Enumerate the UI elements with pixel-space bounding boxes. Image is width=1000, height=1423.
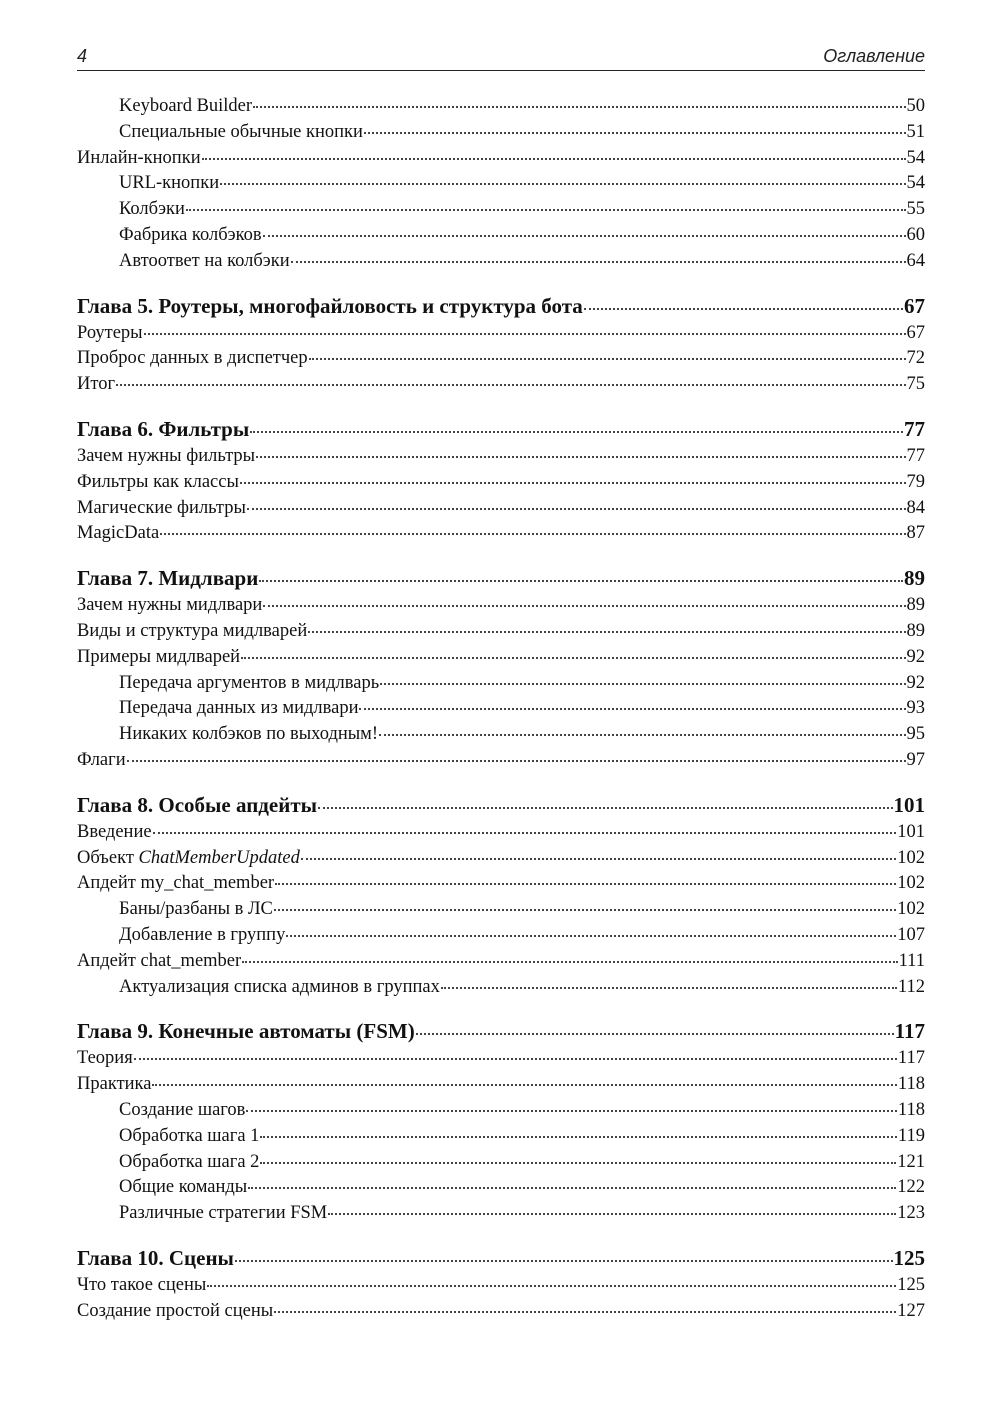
dot-leader — [260, 1136, 897, 1138]
toc-entry-title — [119, 1201, 327, 1227]
toc-entry-title-text: Итог — [77, 374, 116, 395]
dot-leader — [359, 708, 905, 710]
dot-leader — [144, 333, 906, 335]
toc-entry-title — [119, 94, 252, 120]
toc-page-number: 118 — [897, 1099, 925, 1120]
toc-entry-title — [77, 791, 317, 820]
toc-entry-title-text: Практика — [77, 1074, 152, 1095]
toc-entry-title-text: Фабрика колбэков — [119, 224, 262, 245]
toc-entry — [77, 593, 925, 619]
toc-entry-title — [119, 923, 285, 949]
toc-chapter-entry — [77, 564, 925, 593]
toc-entry — [77, 444, 925, 470]
toc-entry — [77, 321, 925, 347]
toc-page-number: 93 — [906, 698, 925, 719]
toc-page-number: 97 — [906, 749, 925, 770]
toc-entry-title — [77, 496, 246, 522]
toc-page-number: 118 — [897, 1074, 925, 1095]
toc-entry — [77, 722, 925, 748]
toc-entry-title-text: Фильтры как классы — [77, 471, 239, 492]
toc-entry-title-text: Баны/разбаны в ЛС — [119, 899, 273, 920]
dot-leader — [235, 1260, 893, 1262]
toc-entry-title-text: Создание шагов — [119, 1099, 246, 1120]
toc-page-number: 89 — [906, 620, 925, 641]
toc-entry-title — [77, 444, 255, 470]
toc-entry-title — [77, 470, 239, 496]
toc-entry-title-text: Добавление в группу — [119, 924, 286, 945]
toc-entry-title — [77, 146, 201, 172]
running-title: Оглавление — [823, 46, 925, 66]
toc-entry-title — [77, 321, 143, 347]
toc-page-number: 102 — [897, 847, 925, 868]
dot-leader — [259, 580, 903, 582]
toc-entry — [77, 671, 925, 697]
toc-entry — [77, 1150, 925, 1176]
dot-leader — [441, 987, 897, 989]
toc-entry — [77, 949, 925, 975]
toc-page-number: 122 — [897, 1177, 925, 1198]
toc-page-number: 87 — [906, 523, 925, 544]
toc-page-number: 75 — [906, 374, 925, 395]
dot-leader — [246, 1110, 897, 1112]
dot-leader — [309, 358, 906, 360]
toc-page-number: 117 — [894, 1019, 925, 1044]
dot-leader — [116, 384, 905, 386]
dot-leader — [328, 1213, 896, 1215]
toc-entry-title-text: Колбэки — [119, 199, 185, 220]
toc-page-number: 92 — [906, 646, 925, 667]
toc-entry-title-text: Теория — [77, 1048, 133, 1069]
toc-entry — [77, 1072, 925, 1098]
dot-leader — [186, 209, 906, 211]
toc-entry — [77, 871, 925, 897]
toc-entry-title — [119, 249, 290, 275]
dot-leader — [301, 858, 896, 860]
page-number: 4 — [77, 46, 88, 66]
toc-page-number: 107 — [897, 924, 925, 945]
toc-entry-title — [119, 120, 363, 146]
toc-entry-title-text: Объект — [77, 847, 139, 868]
toc-entry — [77, 470, 925, 496]
toc-entry-title-text: Глава 7. Мидлвари — [77, 566, 259, 591]
toc-page-number: 125 — [897, 1274, 925, 1295]
toc-entry-title — [77, 1244, 234, 1273]
dot-leader — [318, 807, 892, 809]
toc-entry — [77, 1098, 925, 1124]
toc-entry — [77, 1299, 925, 1325]
toc-entry — [77, 1175, 925, 1201]
page-header — [77, 46, 925, 71]
dot-leader — [247, 508, 906, 510]
toc-page-number: 67 — [904, 293, 925, 318]
toc-entry-title — [119, 1098, 245, 1124]
toc-entry-title — [77, 1046, 133, 1072]
toc-page-number: 102 — [897, 873, 925, 894]
dot-leader — [263, 235, 906, 237]
dot-leader — [380, 683, 905, 685]
toc-entry-title — [77, 871, 274, 897]
toc-page-number: 125 — [893, 1245, 925, 1270]
toc-entry — [77, 1046, 925, 1072]
toc-entry — [77, 94, 925, 120]
dot-leader — [207, 1285, 896, 1287]
dot-leader — [240, 482, 906, 484]
toc-page-number: 55 — [906, 199, 925, 220]
toc-page-number: 60 — [906, 224, 925, 245]
dot-leader — [584, 308, 903, 310]
toc-page-number: 111 — [898, 950, 925, 971]
toc-entry-title-text: Инлайн-кнопки — [77, 147, 201, 168]
toc-page-number: 64 — [906, 250, 925, 271]
toc-entry-title-text: Передача данных из мидлвари — [119, 698, 359, 719]
toc-entry-title-text: Глава 6. Фильтры — [77, 416, 250, 441]
toc-entry-title — [119, 671, 379, 697]
dot-leader — [153, 832, 897, 834]
toc-entry-title — [119, 897, 273, 923]
toc-page-number: 54 — [906, 147, 925, 168]
toc-entry-title — [77, 1273, 206, 1299]
toc-page-number: 72 — [906, 348, 925, 369]
toc-entry-title — [119, 171, 219, 197]
toc-entry-title — [77, 372, 115, 398]
toc-page-number: 119 — [897, 1125, 925, 1146]
dot-leader — [127, 760, 906, 762]
toc-entry — [77, 197, 925, 223]
toc-entry-title — [77, 415, 249, 444]
toc-entry — [77, 521, 925, 547]
toc-entry-title — [77, 949, 241, 975]
toc-entry-title-text: Проброс данных в диспетчер — [77, 348, 308, 369]
toc-entry-title-text: Общие команды — [119, 1177, 248, 1198]
toc-entry — [77, 696, 925, 722]
toc-entry-title — [77, 346, 308, 372]
toc-entry-title-text: Что такое сцены — [77, 1274, 207, 1295]
toc-entry — [77, 372, 925, 398]
toc-page-number: 101 — [893, 792, 925, 817]
toc-entry — [77, 820, 925, 846]
toc-page-number: 77 — [906, 445, 925, 466]
toc-entry-title — [77, 1299, 273, 1325]
toc-entry-title — [119, 197, 185, 223]
toc-entry-title-text: Различные стратегии FSM — [119, 1203, 328, 1224]
toc-entry — [77, 120, 925, 146]
toc-page-number: 123 — [897, 1203, 925, 1224]
dot-leader — [260, 1162, 896, 1164]
toc-page-number: 127 — [897, 1300, 925, 1321]
dot-leader — [286, 935, 896, 937]
dot-leader — [242, 961, 897, 963]
toc-entry-title — [77, 645, 240, 671]
toc-entry-title-text: Никаких колбэков по выходным! — [119, 724, 379, 745]
toc-entry — [77, 146, 925, 172]
toc-entry-title-text: Глава 5. Роутеры, многофайловость и структура бота — [77, 293, 583, 318]
toc-entry — [77, 846, 925, 872]
toc-entry-title-text: Актуализация списка админов в группах — [119, 976, 440, 997]
toc-chapter-entry — [77, 415, 925, 444]
toc-entry-title-text: Магические фильтры — [77, 497, 246, 518]
toc-entry-title — [77, 820, 152, 846]
toc-entry-title — [119, 975, 440, 1001]
toc-entry-title-text: Зачем нужны мидлвари — [77, 595, 263, 616]
toc-entry-title — [119, 722, 378, 748]
dot-leader — [291, 261, 906, 263]
dot-leader — [202, 158, 906, 160]
toc-page-number: 117 — [897, 1048, 925, 1069]
toc-entry-title-text: Введение — [77, 821, 152, 842]
toc-entry-title-text: Создание простой сцены — [77, 1300, 274, 1321]
toc-page-number: 67 — [906, 322, 925, 343]
toc-entry-title-text: Специальные обычные кнопки — [119, 121, 363, 142]
toc-page-number: 89 — [906, 595, 925, 616]
toc-page-number: 79 — [906, 471, 925, 492]
toc-chapter-entry — [77, 1244, 925, 1273]
toc-entry-title — [77, 1072, 151, 1098]
dot-leader — [275, 883, 896, 885]
toc-page-number: 95 — [906, 724, 925, 745]
table-of-contents — [77, 94, 925, 1324]
toc-entry-title — [77, 619, 307, 645]
toc-entry-title-text: Примеры мидлварей — [77, 646, 241, 667]
toc-entry — [77, 249, 925, 275]
toc-entry-title — [77, 1017, 415, 1046]
toc-entry-title — [77, 292, 583, 321]
toc-entry-title-text: Обработка шага 1 — [119, 1125, 260, 1146]
toc-entry — [77, 645, 925, 671]
toc-entry-title-text: Глава 10. Сцены — [77, 1245, 234, 1270]
toc-entry-title-text: Автоответ на колбэки — [119, 250, 290, 271]
toc-entry — [77, 223, 925, 249]
toc-entry-title-text: Глава 9. Конечные автоматы (FSM) — [77, 1019, 415, 1044]
dot-leader — [379, 734, 905, 736]
toc-entry-title-text: Зачем нужны фильтры — [77, 445, 256, 466]
toc-entry — [77, 1201, 925, 1227]
dot-leader — [308, 631, 905, 633]
toc-page-number: 121 — [897, 1151, 925, 1172]
toc-page-number: 51 — [906, 121, 925, 142]
dot-leader — [248, 1187, 896, 1189]
toc-entry-title — [77, 564, 258, 593]
toc-entry-title — [77, 846, 300, 872]
dot-leader — [263, 605, 905, 607]
toc-entry — [77, 923, 925, 949]
dot-leader — [220, 183, 905, 185]
dot-leader — [274, 909, 896, 911]
toc-entry-title — [77, 748, 126, 774]
toc-entry-title — [119, 223, 262, 249]
toc-entry — [77, 897, 925, 923]
dot-leader — [134, 1058, 897, 1060]
dot-leader — [160, 533, 905, 535]
dot-leader — [152, 1084, 896, 1086]
toc-entry-title — [119, 696, 358, 722]
toc-page-number: 112 — [897, 976, 925, 997]
toc-entry — [77, 975, 925, 1001]
toc-entry-title-text: Роутеры — [77, 322, 143, 343]
toc-entry — [77, 748, 925, 774]
dot-leader — [274, 1311, 896, 1313]
dot-leader — [253, 106, 905, 108]
toc-page-number: 101 — [897, 821, 925, 842]
toc-page-number: 50 — [906, 96, 925, 116]
toc-chapter-entry — [77, 292, 925, 321]
toc-entry-title-text: Глава 8. Особые апдейты — [77, 792, 318, 817]
toc-entry — [77, 1273, 925, 1299]
dot-leader — [364, 132, 906, 134]
toc-chapter-entry — [77, 1017, 925, 1046]
toc-page-number: 89 — [904, 566, 925, 591]
toc-entry-title-text: Обработка шага 2 — [119, 1151, 260, 1172]
dot-leader — [250, 431, 903, 433]
toc-entry-title — [119, 1175, 247, 1201]
toc-entry — [77, 171, 925, 197]
toc-entry-title-text: Флаги — [77, 749, 126, 770]
toc-entry-title-text: Апдейт chat_member — [77, 950, 242, 971]
toc-entry-title-text: Виды и структура мидлварей — [77, 620, 308, 641]
toc-entry-title-text: Keyboard Builder — [119, 96, 253, 116]
dot-leader — [256, 456, 905, 458]
toc-entry-title-text: Передача аргументов в мидлварь — [119, 672, 380, 693]
toc-entry-title — [77, 521, 159, 547]
toc-page-number: 92 — [906, 672, 925, 693]
toc-page-number: 77 — [904, 416, 925, 441]
toc-entry — [77, 496, 925, 522]
toc-entry — [77, 619, 925, 645]
toc-entry-title-text: Апдейт my_chat_member — [77, 873, 275, 894]
toc-entry — [77, 346, 925, 372]
toc-entry-title — [119, 1150, 259, 1176]
dot-leader — [241, 657, 905, 659]
toc-page-number: 102 — [897, 899, 925, 920]
toc-entry-title-italic: ChatMemberUpdated — [138, 847, 300, 868]
toc-page-number: 54 — [906, 173, 925, 194]
toc-page-number: 84 — [906, 497, 925, 518]
toc-entry-title-text: MagicData — [77, 523, 160, 544]
toc-entry-title-text: URL-кнопки — [119, 173, 220, 194]
dot-leader — [416, 1033, 894, 1035]
toc-chapter-entry — [77, 791, 925, 820]
toc-entry-title — [77, 593, 262, 619]
toc-entry — [77, 1124, 925, 1150]
toc-entry-title — [119, 1124, 259, 1150]
